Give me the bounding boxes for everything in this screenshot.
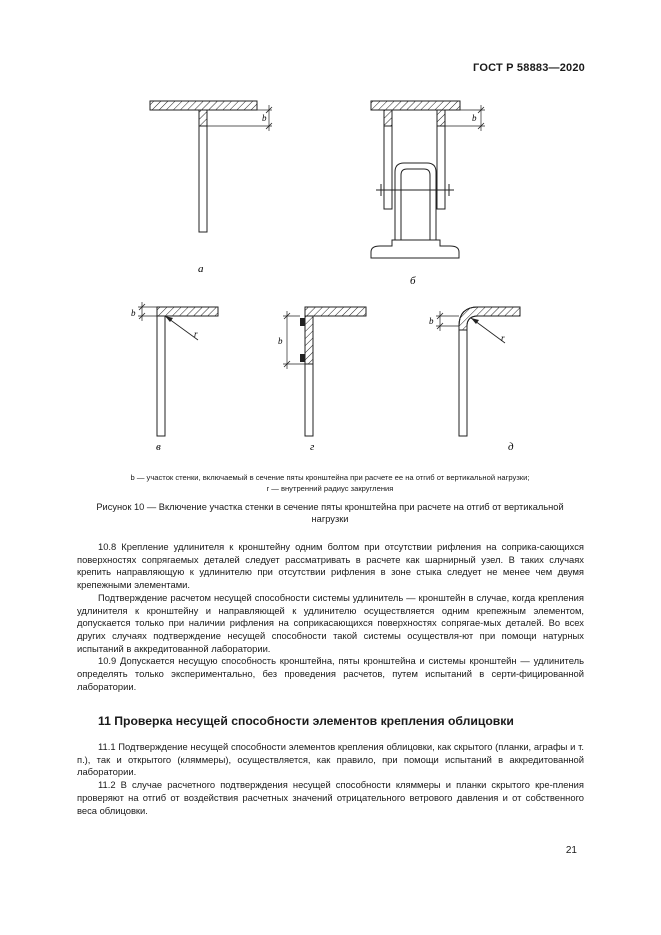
paragraph-10-8-continued: Подтверждение расчетом несущей способности системы удлинитель — кронштейн в случае, когда крепления удлинителя к кронштейну и направляющей к удлинителю осуществляется одним крепежным элементом, допускается только при наличии рифления на соприкасающихся поверхностях сопрягае-мых деталей. Во всех других случаях подтверждение несущей способности такой системы осуществля-ют при помощи натурных испытаний в аккредитованной лаборатории. (77, 591, 584, 654)
drawing-b-assembly (371, 101, 485, 287)
drawing-b-dim-b: b (472, 113, 477, 123)
drawing-d-dim-b: b (429, 316, 434, 326)
figure-caption (70, 501, 590, 525)
drawing-d-rounded-l-profile (429, 307, 520, 453)
drawing-a-t-profile (150, 101, 272, 275)
drawing-g-l-profile (278, 307, 366, 453)
drawing-d-dim-r: r (501, 333, 505, 343)
drawing-a-label: а (198, 263, 204, 275)
section-11-heading: 11 Проверка несущей способности элементов крепления облицовки (98, 714, 514, 728)
drawing-g-dim-b: b (278, 336, 283, 346)
drawing-v-dim-r: r (194, 329, 198, 339)
paragraph-11-1: 11.1 Подтверждение несущей способности элементов крепления облицовки, как скрытого (планки, аграфы и т. п.), так и открытого (кляммеры), осуществляется, как правило, при помощи испытаний в аккредитованной лаборатории. (77, 741, 584, 778)
figure-caption-line-1: Рисунок 10 — Включение участка стенки в сечение пяты кронштейна при расчете на отгиб от вертикальной (96, 502, 564, 512)
drawing-v-label: в (156, 441, 161, 453)
drawing-v-l-profile (131, 302, 218, 453)
drawing-b-label: б (410, 275, 416, 287)
drawing-d-label: д (508, 441, 514, 453)
figure-legend-b: b — участок стенки, включаемый в сечение пяты кронштейна при расчете ее на отгиб от вертикальной нагрузки; (130, 473, 530, 482)
figure-caption-line-2: нагрузки (311, 514, 349, 524)
section-11-paragraphs (77, 741, 584, 817)
paragraph-10-8: 10.8 Крепление удлинителя к кронштейну одним болтом при отсутствии рифления на соприка-сающихся поверхностях сопрягаемых деталей следует рассматривать в расчете как шарнирный узел. В таких случаях крепить направляющую к удлинителю при отсутствии рифления в зоне стыка следует не менее чем двумя крепежными элементами. (77, 541, 584, 591)
page-number: 21 (565, 845, 577, 856)
paragraph-11-2: 11.2 В случае расчетного подтверждения несущей способности кляммеры и планки скрытого кре-пления проверяют на отгиб от воздействия расчетных значений отрицательного ветрового давления и от собственного веса облицовки. (77, 779, 584, 816)
body-paragraphs (77, 541, 584, 693)
figure-legend-r: r — внутренний радиус закругления (266, 484, 394, 493)
drawing-v-dim-b: b (131, 308, 136, 318)
paragraph-10-9: 10.9 Допускается несущую способность кронштейна, пяты кронштейна и системы кронштейн — удлинитель определять только экспериментально, без проведения расчетов, путем испытаний в серти-фицированной лаборатории. (77, 655, 584, 692)
drawing-g-label: г (310, 441, 315, 453)
page-header-standard: ГОСТ Р 58883—2020 (473, 62, 585, 74)
drawing-a-dim-b: b (262, 113, 267, 123)
